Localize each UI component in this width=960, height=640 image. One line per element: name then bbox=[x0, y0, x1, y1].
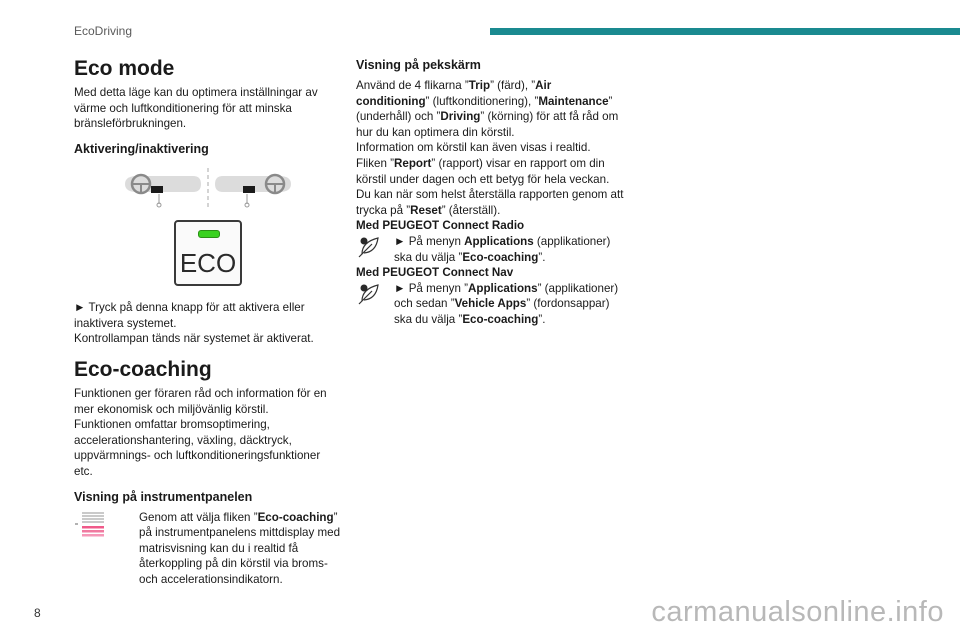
steering-wheel-icon bbox=[123, 166, 293, 212]
report-text: Fliken ”Report” (rapport) visar en rapport om din körstil under dagen och ett betyg för hela veckan. bbox=[356, 156, 610, 186]
connect-radio-title: Med PEUGEOT Connect Radio bbox=[356, 219, 525, 233]
eco-leaf-icon bbox=[356, 234, 382, 258]
header-accent-bar bbox=[490, 28, 960, 35]
connect-radio-instruction: ► På menyn Applications (applikationer) ska du välja ”Eco-coaching”. bbox=[356, 234, 626, 265]
touchscreen-tabs-text: Använd de 4 flikarna ”Trip” (färd), ”Air conditioning” (luftkonditionering), ”Maintenance” (underhåll) och ”Driving” (körning) för att få råd om hur du kan optimera din körstil. bbox=[356, 79, 619, 139]
eco-indicator-led bbox=[198, 230, 220, 238]
eco-button-label: ECO bbox=[179, 247, 237, 278]
activation-indicator-text: Kontrollampan tänds när systemet är aktiverat. bbox=[74, 332, 314, 346]
eco-mode-title: Eco mode bbox=[74, 57, 175, 80]
cluster-text-a: Genom att välja fliken ” bbox=[139, 510, 258, 524]
activation-title: Aktivering/inaktivering bbox=[74, 141, 209, 156]
eco-mode-intro: Med detta läge kan du optimera inställningar av värme och luftkonditionering för att minska bränsleförbrukningen. bbox=[74, 86, 318, 131]
eco-coaching-text-2: Funktionen omfattar bromsoptimering, accelerationshantering, växling, däcktryck, uppvärmnings- och luftkonditioneringsfunktioner etc. bbox=[74, 418, 321, 478]
left-column bbox=[74, 56, 342, 587]
eco-coaching-text-1: Funktionen ger föraren råd och information för en mer ekonomisk och miljövänlig körstil. bbox=[74, 386, 327, 416]
watermark: carmanualsonline.info bbox=[651, 596, 944, 628]
touchscreen-title: Visning på pekskärm bbox=[356, 58, 481, 72]
cluster-text-c: ” på instrumentpanelens mittdisplay med matrisvisning kan du i realtid få återkoppling på din körstil via broms- och accelerationsindikatorn. bbox=[139, 510, 341, 586]
realtime-text: Information om körstil kan även visas i realtid. bbox=[356, 141, 591, 155]
instrument-cluster-icon bbox=[74, 510, 106, 538]
reset-text: Du kan när som helst återställa rapporten genom att trycka på ”Reset” (återställ). bbox=[356, 188, 624, 217]
connect-nav-title: Med PEUGEOT Connect Nav bbox=[356, 266, 514, 280]
cluster-display-title: Visning på instrumentpanelen bbox=[74, 489, 253, 504]
connect-nav-instruction: ► På menyn ”Applications” (applikationer) och sedan ”Vehicle Apps” (fordonsappar) ska du välja ”Eco-coaching”. bbox=[356, 281, 626, 328]
activation-instruction: ► Tryck på denna knapp för att aktivera eller inaktivera systemet. bbox=[74, 300, 305, 330]
cluster-text-bold: Eco-coaching bbox=[257, 510, 334, 524]
header-title: EcoDriving bbox=[74, 24, 133, 38]
eco-button-illustration bbox=[174, 220, 242, 286]
eco-leaf-icon bbox=[356, 281, 382, 305]
steering-wheel-illustration bbox=[74, 166, 342, 212]
right-column bbox=[356, 58, 626, 328]
eco-coaching-title: Eco-coaching bbox=[74, 357, 212, 381]
cluster-display-paragraph bbox=[74, 510, 342, 588]
page-number: 8 bbox=[34, 606, 41, 620]
